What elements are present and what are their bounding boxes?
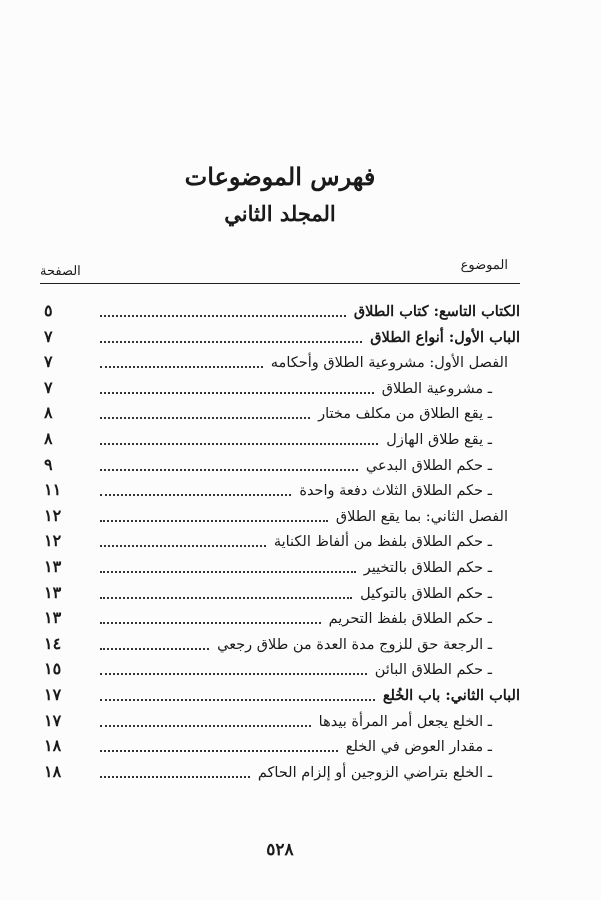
toc-entry [40, 601, 520, 627]
toc-entry-title: ـ مشروعية الطلاق [381, 380, 492, 397]
toc-entry-page: ١٣ [44, 557, 62, 576]
dot-leader [100, 725, 311, 727]
page-title: فهرس الموضوعات [184, 162, 376, 191]
toc-entry-title: ـ حكم الطلاق الثلاث دفعة واحدة [299, 483, 492, 500]
toc-entry [40, 678, 520, 704]
toc-entry [40, 294, 520, 320]
toc-entry-page: ٧ [44, 326, 53, 346]
topic-column-label: الموضوع [460, 258, 508, 273]
toc-entry-title: ـ حكم الطلاق البائن [374, 662, 492, 679]
toc-entry-title: الفصل الأول: مشروعية الطلاق وأحكامه [270, 355, 508, 372]
toc-entry-page: ١٨ [44, 761, 62, 781]
toc-entry-title: ـ مقدار العوض في الخلع [345, 739, 492, 756]
toc-entry-page: ٨ [44, 429, 53, 448]
toc-entry-title: ـ الخلع بتراضي الزوجين أو إلزام الحاكم [257, 764, 492, 781]
toc-entry-title: ـ حكم الطلاق بلفظ التحريم [328, 611, 492, 628]
toc-entry [40, 473, 520, 499]
toc-entry-title: ـ يقع طلاق الهازل [386, 432, 492, 448]
toc-entry-page: ١٥ [44, 659, 62, 679]
toc-entry-title: ـ الخلع يجعل أمر المرأة بيدها [318, 713, 492, 730]
toc-entry [40, 550, 520, 576]
toc-entry [40, 345, 520, 371]
dot-leader [100, 699, 375, 701]
toc-entry [40, 396, 520, 422]
dot-leader [100, 597, 352, 599]
toc-entry-page: ٥ [44, 301, 53, 320]
toc-entry-page: ١٧ [44, 710, 62, 730]
toc-entry-page: ١١ [44, 480, 62, 500]
toc-entry [40, 652, 520, 678]
dot-leader [100, 315, 346, 317]
toc-header [40, 256, 520, 278]
dot-leader [100, 443, 378, 445]
toc-entry [40, 627, 520, 653]
dot-leader [100, 341, 362, 343]
toc-entry-page: ١٣ [44, 608, 62, 628]
page-column-label: الصفحة [40, 264, 81, 279]
dot-leader [100, 520, 328, 522]
dot-leader [100, 648, 209, 650]
toc-entry-title: ـ حكم الطلاق بلفظ من ألفاظ الكناية [273, 534, 492, 551]
toc-entry [40, 729, 520, 755]
toc-entry-title: الفصل الثاني: بما يقع الطلاق [335, 508, 508, 525]
toc-entry [40, 576, 520, 602]
toc-entry-page: ١٢ [44, 505, 62, 525]
toc-entry-title: ـ حكم الطلاق البدعي [365, 457, 492, 474]
header-rule [40, 283, 520, 284]
toc-entry-title: ـ حكم الطلاق بالتخيير [363, 560, 492, 576]
dot-leader [100, 417, 310, 419]
dot-leader [100, 545, 266, 547]
toc-entry-title: ـ الرجعة حق للزوج مدة العدة من طلاق رجعي [217, 636, 492, 653]
toc-entry [40, 755, 520, 781]
toc-entry-page: ٩ [44, 454, 53, 474]
toc-entry-title: الباب الأول: أنواع الطلاق [370, 328, 520, 346]
toc-entry-title: الباب الثاني: باب الخُلع [382, 687, 520, 704]
dot-leader [100, 494, 291, 496]
toc-entry-title: الكتاب التاسع: كتاب الطلاق [353, 303, 520, 320]
dot-leader [100, 622, 321, 624]
toc-entry-page: ٧ [44, 377, 53, 397]
dot-leader [100, 673, 367, 675]
toc-entry [40, 499, 520, 525]
toc-entry [40, 371, 520, 397]
toc-entry [40, 320, 520, 346]
dot-leader [100, 750, 338, 752]
toc-entry [40, 448, 520, 474]
toc-entry [40, 422, 520, 448]
toc-entry-page: ١٢ [44, 531, 62, 551]
toc-entry-page: ١٨ [44, 736, 62, 756]
toc-entry-title: ـ يقع الطلاق من مكلف مختار [318, 406, 492, 423]
toc-entry-page: ١٤ [44, 633, 62, 653]
toc-entry [40, 524, 520, 550]
page-number: ٥٢٨ [266, 840, 294, 860]
dot-leader [100, 571, 356, 573]
dot-leader [100, 366, 263, 368]
toc-entry-page: ٧ [44, 352, 53, 372]
volume-subtitle: المجلد الثاني [224, 201, 336, 226]
dot-leader [100, 469, 358, 471]
toc-entry-page: ١٣ [44, 582, 62, 602]
toc-entry-page: ٨ [44, 403, 53, 423]
dot-leader [100, 776, 250, 778]
toc-entry-page: ١٧ [44, 685, 62, 704]
toc-entry [40, 704, 520, 730]
dot-leader [100, 392, 374, 394]
toc-entry-title: ـ حكم الطلاق بالتوكيل [360, 585, 492, 602]
